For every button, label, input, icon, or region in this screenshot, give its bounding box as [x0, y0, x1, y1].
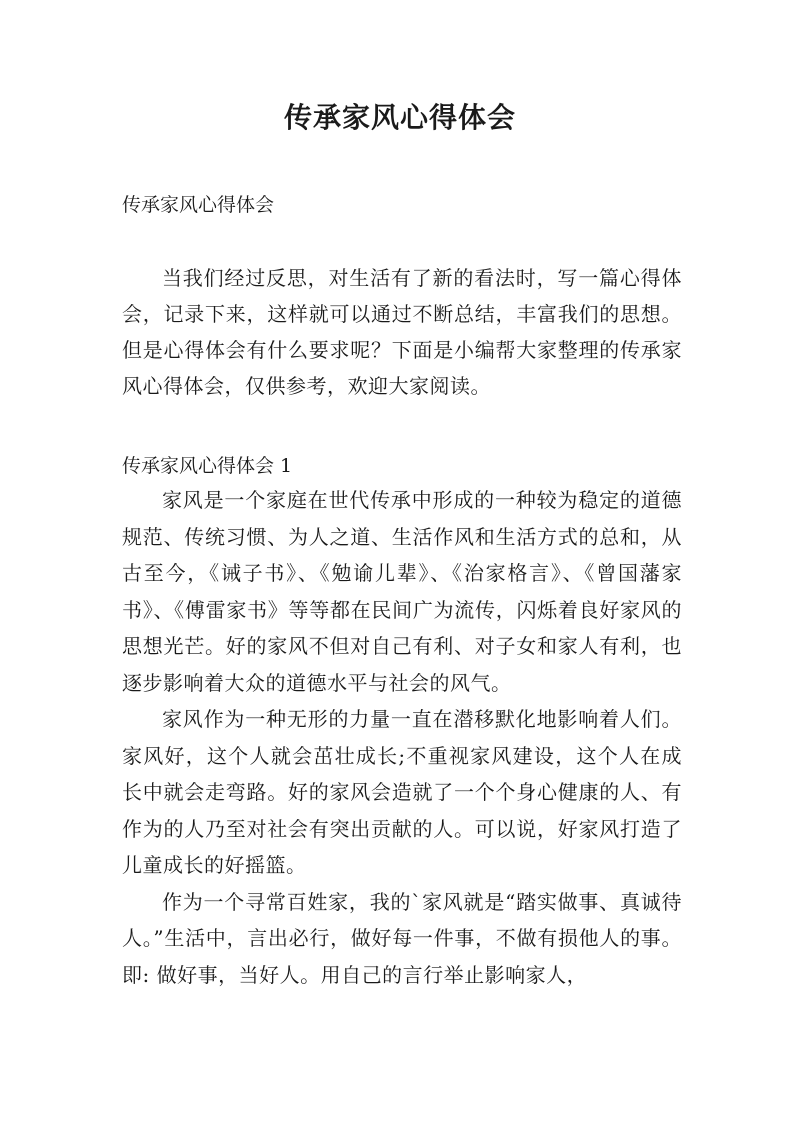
intro-paragraph: 当我们经过反思，对生活有了新的看法时，写一篇心得体会，记录下来，这样就可以通过不断总结，丰富我们的思想。但是心得体会有什么要求呢？下面是小编帮大家整理的传承家风心得体会，仅供参考，欢迎大家阅读。	[122, 266, 682, 398]
body-paragraph-2: 家风作为一种无形的力量一直在潜移默化地影响着人们。家风好，这个人就会茁壮成长;不重视家风建设，这个人在成长中就会走弯路。好的家风会造就了一个个身心健康的人、有作为的人乃至对社会有突出贡献的人。可以说，好家风打造了儿童成长的好摇篮。	[122, 707, 682, 877]
body-paragraph-3: 作为一个寻常百姓家，我的`家风就是“踏实做事、真诚待人。”生活中，言出必行，做好每一件事，不做有损他人的事。即: 做好事，当好人。用自己的言行举止影响家人，	[122, 889, 682, 987]
section-1	[122, 450, 682, 993]
document-subtitle: 传承家风心得体会	[122, 194, 275, 216]
document-title: 传承家风心得体会	[283, 101, 516, 134]
section-heading: 传承家风心得体会 1	[122, 455, 293, 477]
body-paragraph-1: 家风是一个家庭在世代传承中形成的一种较为稳定的道德规范、传统习惯、为人之道、生活作风和生活方式的总和，从古至今，《诫子书》、《勉谕儿辈》、《治家格言》、《曾国藩家书》、《傅雷家书》等等都在民间广为流传，闪烁着良好家风的思想光芒。好的家风不但对自己有利、对子女和家人有利，也逐步影响着大众的道德水平与社会的风气。	[122, 488, 682, 695]
